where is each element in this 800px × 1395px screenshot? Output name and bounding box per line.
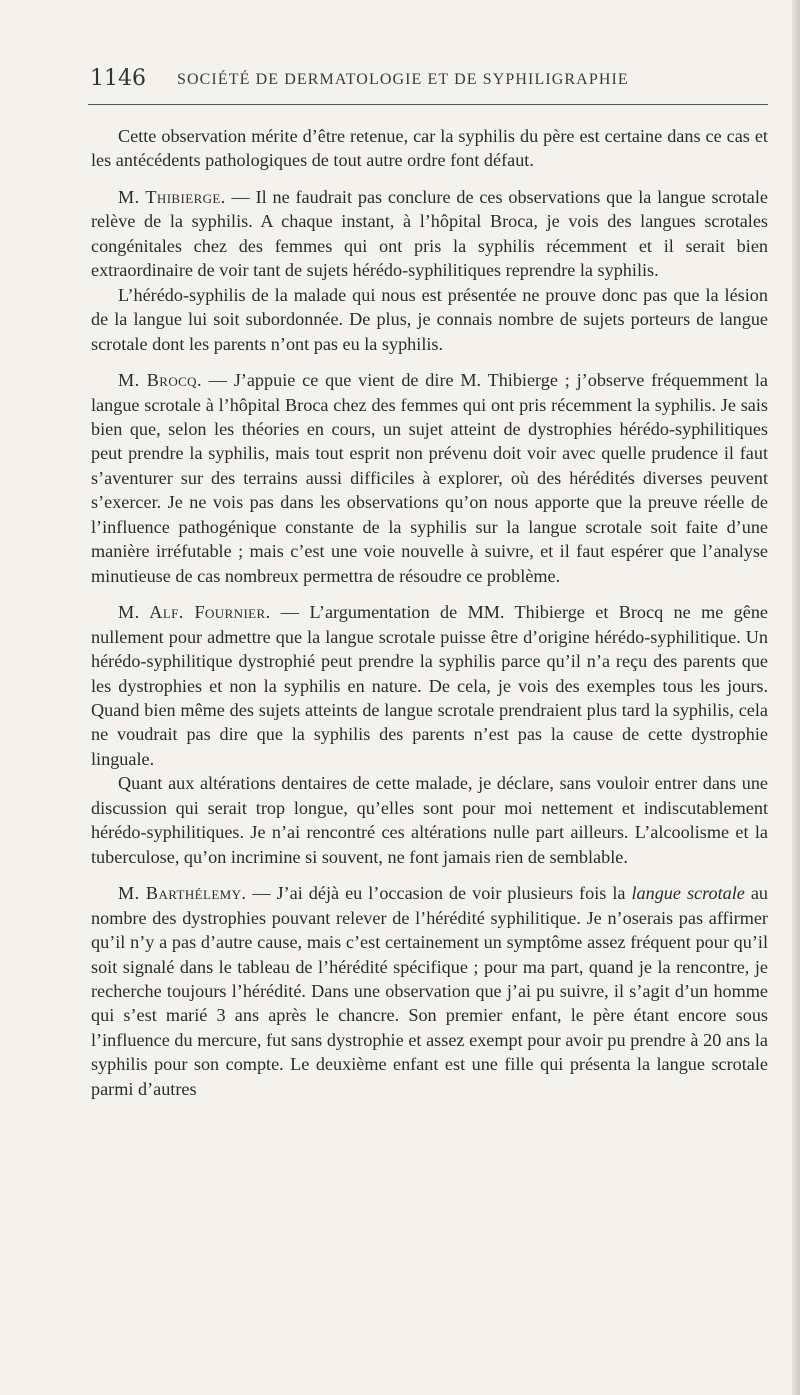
paragraph-brocq [91,368,768,588]
paragraph-text: au nombre des dystrophies pouvant relever de l’hérédité syphilitique. Je n’oserais pas affirmer qu’il n’y a pas d’autre cause, mais c’est certainement un symptôme assez fréquent pour qu’il soit signalé dans le tableau de l’hérédité spécifique ; pour ma part, quand je la rencontre, je recherche toujours l’hérédité. Dans une observation que j’ai pu suivre, il s’agit d’un homme qui s’est marié 3 ans après le chancre. Son premier enfant, le père étant encore sous l’influence du mercure, fut sans dystrophie et assez exempt pour avoir pu prendre à 20 ans la syphilis pour son compte. Le deuxième enfant est une fille qui présenta la langue scrotale parmi d’autres [91,883,769,1099]
speaker-name: M. Brocq. [118,370,202,391]
paragraph-thibierge [91,185,768,283]
paragraph-text: — L’argumentation de MM. Thibierge et Brocq ne me gêne nullement pour admettre que la langue scrotale puisse être d’origine hérédo-syphilitique. Un hérédo-syphilitique dystrophié peut prendre la syphilis parce qu’il n’a reçu des parents que les dystrophies et non la syphilis en nature. De cela, je vois des exemples tous les jours. Quand bien même des sujets atteints de langue scrotale prendraient plus tard la syphilis, cela ne voudrait pas dire que la syphilis des parents n’est pas la cause de cette dystrophie linguale. [91,602,768,769]
paragraph-text: Quant aux altérations dentaires de cette malade, je déclare, sans vouloir entrer dans une discussion qui serait trop longue, qu’elles sont pour moi nettement et indiscutablement hérédo-syphilitiques. Je n’ai rencontré ces altérations nulle part ailleurs. L’alcoolisme et la tuberculose, qu’on incrimine si souvent, ne font jamais rien de semblable. [91,773,768,867]
paragraph [91,771,768,869]
paragraph [91,283,768,356]
paragraph-text: — Il ne faudrait pas conclure de ces observations que la langue scrotale relève de la syphilis. A chaque instant, à l’hôpital Broca, je vois des langues scrotales congénitales chez des femmes qui ont pris la syphilis récemment et il serait bien extraordinaire de voir tant de sujets hérédo-syphilitiques reprendre la syphilis. [91,186,769,281]
italic-term: langue scrotale [631,883,745,904]
speaker-name: M. Alf. Fournier. [118,602,271,623]
paragraph-text: L’hérédo-syphilis de la malade qui nous est présentée ne prouve donc pas que la lésion de la langue lui soit subordonnée. De plus, je connais nombre de sujets porteurs de langue scrotale dont les parents n’ont pas eu la syphilis. [91,284,768,354]
paragraph-text: Cette observation mérite d’être retenue, car la syphilis du père est certaine dans ce cas et les antécédents pathologiques de tout autre ordre font défaut. [91,126,768,171]
running-title: SOCIÉTÉ DE DERMATOLOGIE ET DE SYPHILIGRAPHIE [177,71,629,88]
paragraph-text: — J’appuie ce que vient de dire M. Thibierge ; j’observe fréquemment la langue scrotale à l’hôpital Broca chez des femmes qui ont pris récemment la syphilis. Je sais bien que, selon les théories en cours, un sujet atteint de dystrophies hérédo-syphilitiques peut prendre la syphilis, mais tout esprit non prévenu doit voir avec quelle prudence il faut s’aventurer sur des terrains aussi difficiles à explorer, où des hérédités diverses peuvent s’exercer. Je ne vois pas dans les observations qu’on nous apporte que la preuve réelle de l’influence pathogénique constante de la syphilis sur la langue scrotale soit faite d’une manière irréfutable ; mais c’est une voie nouvelle à suivre, et il faut espérer que l’analyse minutieuse de cas nombreux permettra de résoudre ce problème. [91,370,768,586]
speaker-name: M. Barthélemy. [118,883,247,904]
body-text [91,124,768,1101]
paragraph-barthelemy [91,881,768,1101]
paragraph-fournier [91,600,768,771]
paragraph-text-lead: — J’ai déjà eu l’occasion de voir plusieurs fois la [246,883,632,904]
page-number: 1146 [90,66,146,91]
speaker-name: M. Thibierge. [118,186,226,207]
page-header [90,66,770,94]
paragraph [91,124,768,173]
header-rule [88,104,768,105]
page-edge [792,0,800,1395]
